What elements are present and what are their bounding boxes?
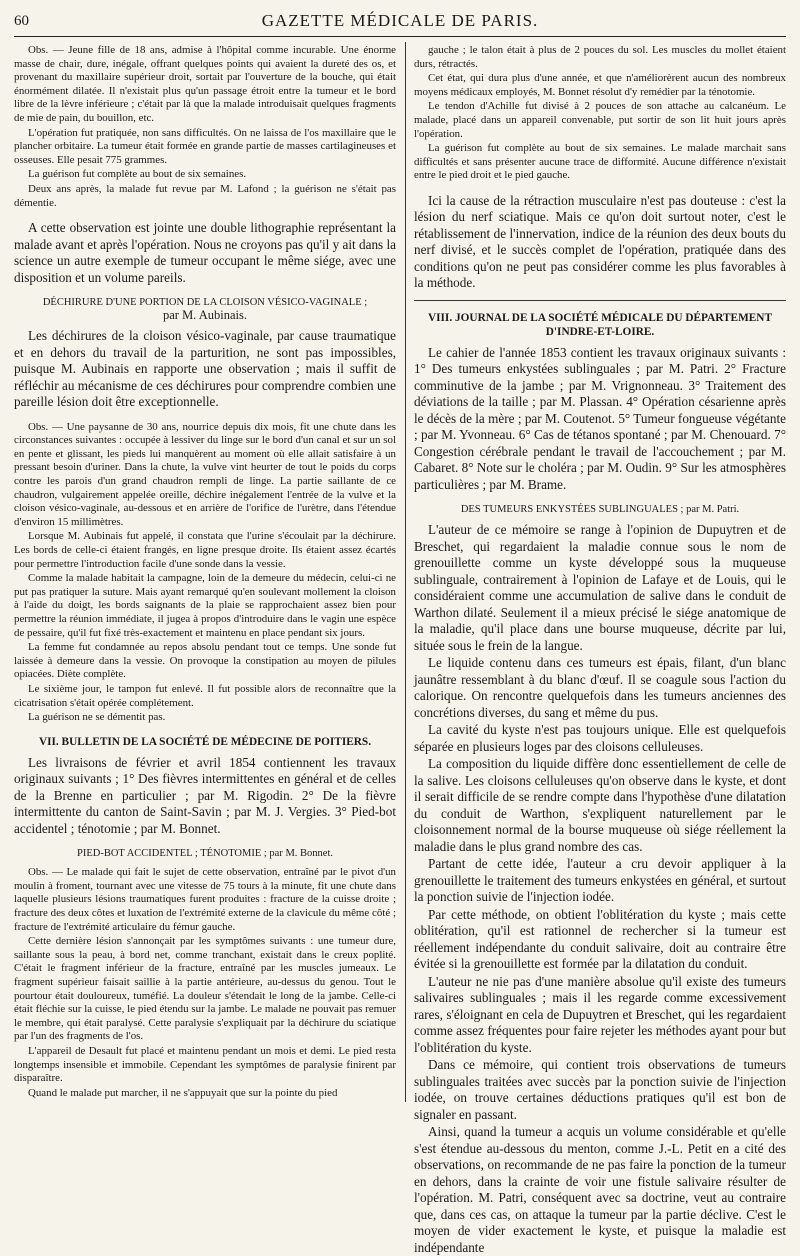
paragraph [414, 142, 786, 183]
paragraph [14, 127, 396, 168]
paragraph-text: Le liquide contenu dans ces tumeurs est épais, filant, d'un blanc jaunâtre ressemblant à du blanc d'œuf. Il se coagule sous l'action du calorique. On rencontre quelquefois dans les tumeurs anciennes des concrétions diverses, du sang et même du pus. [414, 655, 786, 720]
paragraph-text: Le cahier de l'année 1853 contient les travaux originaux suivants : 1° Des tumeurs enkystées sublinguales ; par M. Patri. 2° Fracture comminutive de la jambe ; par M. Vrignonneau. 3° Traitement des déviations de la taille ; par M. Plassan. 4° Opération césarienne après le décès de la mère ; par M. Coutenot. 5° Tumeur fongueuse végétante ; par M. Yvonneau. 6° Cas de tétanos spontané ; par M. Chenouard. 7° Congestion cérébrale pendant le travail de l'accouchement ; par M. Cabaret. 8° Note sur le choléra ; par M. Oudin. 9° Sur les atmosphères particulières ; par M. Brame. [414, 344, 786, 492]
paragraph-text: Par cette méthode, on obtient l'oblitération du kyste ; mais cette oblitération, qu'il est rationnel de rechercher si la tumeur est réellement indépendante du conduit salivaire, doit au contraire être évitée si la grenouillette est formée par la dilatation du conduit. [414, 906, 786, 972]
paragraph-text: Obs. — Jeune fille de 18 ans, admise à l'hôpital comme incurable. Une énorme masse de chair, dure, inégale, offrant quelques points qui avaient la dureté des os, et provenant du maxillaire supérieur droit, sortait par l'ouverture de la bouche, qui était énormément dilatée. Il n'existait plus qu'un passage étroit entre la tumeur et le bord libre de la lèvre inférieure ; c'était par là que la malade introduisait quelques fragments de mie de pain, du bouillon, etc. [14, 44, 396, 124]
paragraph-text: Le tendon d'Achille fut divisé à 2 pouces de son attache au calcanéum. Le malade, placé dans un appareil convenable, put sortir de son lit huit jours après l'opération. [414, 100, 786, 140]
paragraph-text: L'auteur ne nie pas d'une manière absolue qu'il existe des tumeurs salivaires sublinguales ; mais il les regarde comme excessivement rares, s'éloignant en cela de Dupuytren et Breschet, qui les regardaient comme assez fréquentes pour faire rejeter les méthodes ayant pour but l'oblitération du kyste. [414, 973, 786, 1055]
paragraph [14, 755, 396, 838]
paragraph-text: Ici la cause de la rétraction musculaire n'est pas douteuse : c'est la lésion du nerf sciatique. Mais ce qu'on doit surtout noter, c'est le rétablissement de l'innervation, indice de la réunion des deux bouts du nerf divisé, et le succès complet de l'opération, pratiquée dans des conditions qu'on ne peut pas considérer comme les plus favorables à la méthode. [414, 192, 786, 291]
paragraph [414, 722, 786, 755]
paragraph [14, 168, 396, 182]
paragraph [14, 328, 396, 411]
paragraph [414, 193, 786, 292]
right-column [414, 44, 786, 1255]
paragraph [14, 641, 396, 682]
paragraph-text: Lorsque M. Aubinais fut appelé, il constata que l'urine s'écoulait par la déchirure. Les bords de celle-ci étaient frangés, en ligne presque droite. Ils étaient assez écartés pour permettre l'introduction facile d'une sonde dans la vessie. [14, 530, 396, 570]
paragraph-text: Ainsi, quand la tumeur a acquis un volume considérable et qu'elle s'est étendue au-dessous du menton, comme J.-L. Petit en a cité des observations, on recommande de ne pas faire la ponction de la tumeur en dehors, dans la crainte de voir une fistule salivaire résulter de l'opération. M. Patri, conséquent avec sa doctrine, veut au contraire que, dans ces cas, on attaque la tumeur par la partie déclive. C'est le moyen de vider exactement le kyste, et puisque la maladie est indépendante [414, 1124, 786, 1255]
section-separator [414, 300, 786, 301]
article-heading-text: PIED-BOT ACCIDENTEL ; TÉNOTOMIE ; par M. Bonnet. [77, 848, 333, 860]
section-heading-text: VII. BULLETIN DE LA SOCIÉTÉ DE MÉDECINE DE POITIERS. [38, 735, 372, 748]
paragraph-text: Cette dernière lésion s'annonçait par les symptômes suivants : une tumeur dure, saillante sous la peau, à bord net, comme tranchant, existait dans le creux poplité. C'était le fragment inférieur de la fracture, entraîné par les muscles jumeaux. Le fragment supérieur faisait saillie à la partie antérieure, au-dessus du genou. Tout le pourtour était douloureux, tuméfié. La douleur s'étendait le long de la jambe. Celle-ci était fléchie sur la cuisse, le pied étendu sur la jambe. Le malade ne pouvait pas remuer le membre, qui était paralysé. Cette paralysie s'expliquait par la déchirure du sciatique par l'un des fragments de l'os. [14, 935, 396, 1043]
article-heading [14, 296, 396, 322]
paragraph-text: La guérison fut complète au bout de six semaines. [28, 168, 247, 181]
paragraph-text: La femme fut condamnée au repos absolu pendant tout ce temps. Une sonde fut laissée à demeure dans la vessie. On provoque la constipation au moyen de pilules opiacées. Diète complète. [14, 641, 396, 681]
page-header [14, 6, 786, 37]
paragraph [14, 530, 396, 571]
paragraph [414, 756, 786, 855]
section-heading [414, 311, 786, 339]
paragraph-text: L'opération fut pratiquée, non sans difficultés. On ne laissa de l'os maxillaire que le plancher orbitaire. La tumeur était formée en grande partie de masses cartilagineuses et osseuses. Elle pesait 775 grammes. [14, 126, 396, 166]
paragraph [414, 974, 786, 1057]
paragraph [14, 421, 396, 530]
paragraph-text: Partant de cette idée, l'auteur a cru devoir appliquer à la grenouillette le traitement des tumeurs enkystées en général, et surtout la ponction suivie de l'injection iodée. [414, 856, 786, 905]
paragraph [14, 220, 396, 286]
paragraph [14, 1087, 396, 1101]
paragraph-text: L'auteur de ce mémoire se range à l'opinion de Dupuytren et de Breschet, qui regardaient la maladie connue sous le nom de grenouillette comme un kyste développé sous la muqueuse sublinguale, contrairement à l'opinion de Lafaye et de Louis, qui le considéraient comme une accumulation de salive dans le conduit de Warthon dilaté. Seulement il a mieux précisé le siége anatomique de la maladie, qu'il place dans une bourse muqueuse, décrite par lui, située sous le frein de la langue. [414, 522, 786, 653]
paragraph-text: gauche ; le talon était à plus de 2 pouces du sol. Les muscles du mollet étaient durs, rétractés. [414, 44, 786, 70]
paragraph [414, 907, 786, 973]
paragraph-text: La composition du liquide diffère donc essentiellement de celle de la salive. Les cloisons celluleuses qu'on observe dans le kyste, et dont il serait difficile de se rendre compte dans l'hypothèse d'une dilatation du conduit de Warthon, s'expliquent naturellement par le cloisonnement normal de la bourse muqueuse où siége réellement la maladie dans le plus grand nombre des cas. [414, 756, 786, 854]
paragraph [414, 100, 786, 141]
paragraph-text: Obs. — Le malade qui fait le sujet de cette observation, entraîné par le pivot d'un moulin à froment, tournant avec une vitesse de 75 tours à la minute, fit une chute dans laquelle plusieurs lésions traumatiques furent produites : fracture de la cuisse droite ; fracture des deux côtes et luxation de l'extrémité externe de la clavicule du même côté ; fracture de l'extrémité articulaire du fémur gauche. [14, 866, 396, 933]
left-column [14, 44, 396, 1100]
paragraph [14, 683, 396, 710]
paragraph [14, 935, 396, 1044]
paragraph-text: A cette observation est jointe une double lithographie représentant la malade avant et après l'opération. Nous ne croyons pas qu'il y ait dans la science un autre exemple de tumeur occupant le même siége, avec une disposition et un volume pareils. [14, 220, 396, 285]
journal-title: GAZETTE MÉDICALE DE PARIS. [261, 11, 539, 30]
paragraph-text: Quand le malade put marcher, il ne s'appuyait que sur la pointe du pied [28, 1086, 338, 1099]
paragraph-text: Comme la malade habitait la campagne, loin de la demeure du médecin, celui-ci ne put pas pratiquer la suture. Mais ayant remarqué qu'en soulevant mollement la cloison à l'aide du doigt, les bords saignants de la plaie se rapprochaient assez bien pour permettre la réunion immédiate, il jugea à propos d'introduire dans le vagin une espèce de pessaire, qu'il fut fixé très-exactement et maintenu en place pendant six jours. [14, 572, 396, 639]
paragraph [14, 1045, 396, 1086]
paragraph [14, 44, 396, 126]
page-number: 60 [14, 13, 29, 29]
section-heading [14, 735, 396, 749]
article-heading [414, 503, 786, 516]
article-heading-text: DES TUMEURS ENKYSTÉES SUBLINGUALES ; par M. Patri. [460, 504, 740, 516]
paragraph [14, 866, 396, 934]
paragraph [14, 572, 396, 640]
paragraph-text: L'appareil de Desault fut placé et maintenu pendant un mois et demi. Le pied resta longtemps insensible et immobile. Cependant les symptômes de paralysie finirent par disparaître. [14, 1044, 396, 1085]
paragraph-text: Les livraisons de février et avril 1854 contiennent les travaux originaux suivants ; 1° Des fièvres intermittentes en général et de celles de la Brenne en particulier ; par M. Rigodin. 2° De la fièvre intermittente du canton de Saint-Savin ; par M. J. Vergies. 3° Pied-bot accidentel ; ténotomie ; par M. Bonnet. [14, 754, 396, 836]
paragraph [414, 345, 786, 494]
paragraph [414, 72, 786, 99]
paragraph-text: Dans ce mémoire, qui contient trois observations de tumeurs sublinguales traitées avec succès par la ponction suivie de l'injection iodée, on trouve certaines déductions pratiques qu'il est bon de signaler en passant. [414, 1057, 786, 1122]
column-divider [405, 42, 406, 1102]
paragraph [414, 856, 786, 906]
paragraph [414, 1057, 786, 1123]
paragraph-text: Les déchirures de la cloison vésico-vaginale, par cause traumatique et en dehors du travail de la parturition, ne sont pas impossibles, puisque M. Aubinais en rapporte une observation ; mais il suffit de réfléchir au mécanisme de ces déchirures pour comprendre combien une pareille lésion doit être exceptionnelle. [14, 328, 396, 410]
paragraph [14, 183, 396, 210]
paragraph-text: Obs. — Une paysanne de 30 ans, nourrice depuis dix mois, fit une chute dans les circonstances suivantes : occupée à lessiver du linge sur le bord d'un canal et sur un sol en pente et glissant, les pieds lui manquèrent au moment où elle allait satisfaire à un pressant besoin d'uriner. Dans la chute, la vulve vint heurter de tout le poids du corps contre les parois d'un grand chaudron rempli de linge. La partie saillante de ce chaudron, vulgairement appelée oreille, déchire inégalement l'entrée de la vulve et la cloison vésico-vaginale, au-dessous et en arrière de l'orifice de l'urètre, dans l'étendue d'environ 15 millimètres. [14, 420, 396, 528]
article-byline: par M. Aubinais. [162, 308, 248, 323]
paragraph [414, 44, 786, 71]
paragraph [414, 1124, 786, 1256]
paragraph-text: Deux ans après, la malade fut revue par M. Lafond ; la guérison ne s'était pas démentie. [14, 182, 396, 209]
paragraph-text: La guérison fut complète au bout de six semaines. Le malade marchait sans difficultés et sans présenter aucune trace de difformité. Aucune différence n'existait entre le pied droit et le pied gauche. [414, 142, 786, 182]
paragraph-text: La guérison ne se démentit pas. [28, 711, 166, 724]
paragraph [414, 522, 786, 654]
paragraph [14, 711, 396, 725]
paragraph [414, 655, 786, 721]
section-heading-text: VIII. JOURNAL DE LA SOCIÉTÉ MÉDICALE DU DÉPARTEMENT D'INDRE-ET-LOIRE. [427, 311, 772, 338]
article-heading [14, 847, 396, 860]
paragraph-text: Le sixième jour, le tampon fut enlevé. Il fut possible alors de reconnaître que la cicatrisation s'était opérée complétement. [14, 682, 396, 709]
paragraph-text: Cet état, qui dura plus d'une année, et que n'améliorèrent aucun des nombreux moyens médicaux employés, M. Bonnet résolut d'y remédier par la ténotomie. [414, 72, 786, 98]
paragraph-text: La cavité du kyste n'est pas toujours unique. Elle est quelquefois séparée en plusieurs loges par des cloisons celluleuses. [414, 722, 786, 754]
article-heading-text: DÉCHIRURE D'UNE PORTION DE LA CLOISON VÉSICO-VAGINALE ; [42, 297, 368, 309]
